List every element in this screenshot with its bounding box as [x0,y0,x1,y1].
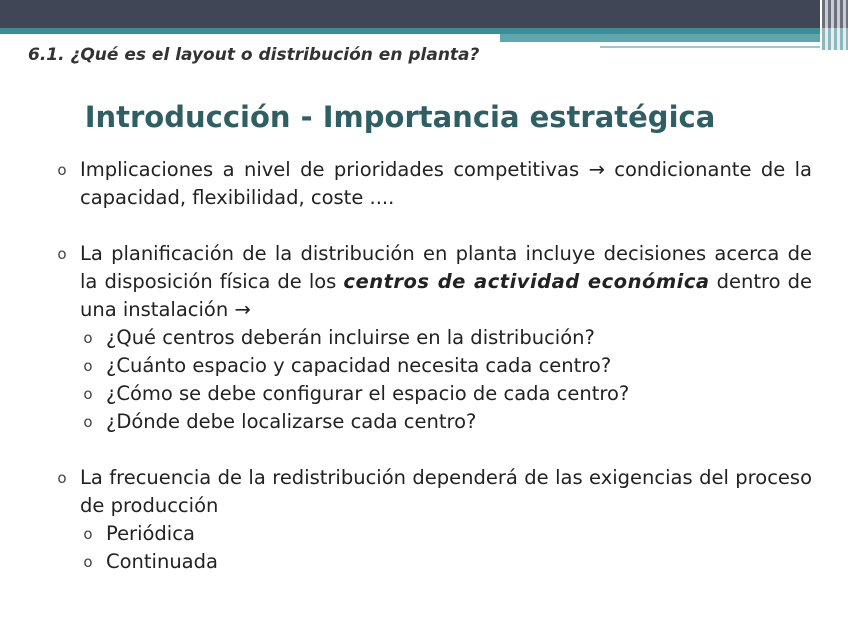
bullet-text: La planificación de la distribución en planta incluye decisiones acerca de la disposición física de los [80,242,812,293]
bullet-marker-icon: o [83,525,93,543]
sub-bullet-item [56,324,812,352]
bullet-marker-icon: o [83,357,93,375]
bullet-item [56,464,812,520]
sub-bullet-text: ¿Cómo se debe configurar el espacio de cada centro? [106,382,630,405]
bullet-marker-icon: o [83,553,93,571]
bullet-marker-icon: o [57,161,67,179]
accent-stripe-light [500,34,820,42]
sub-bullet-text: ¿Cuánto espacio y capacidad necesita cada centro? [106,354,612,377]
sub-bullet-text: Continuada [106,550,218,573]
sub-bullet-item [56,352,812,380]
sub-bullet-item [56,380,812,408]
accent-thin-line [600,46,820,48]
sub-bullet-text: ¿Dónde debe localizarse cada centro? [106,410,477,433]
bullet-marker-icon: o [57,469,67,487]
bullet-item [56,240,812,324]
bullet-item [56,156,812,212]
bullet-marker-icon: o [57,245,67,263]
bullet-emphasis: centros de actividad económica [343,270,710,293]
sub-bullet-text: Periódica [106,522,195,545]
bullet-marker-icon: o [83,329,93,347]
bullet-marker-icon: o [83,413,93,431]
sub-bullet-item [56,520,812,548]
sub-bullet-item [56,408,812,436]
slide-title: Introducción - Importancia estratégica [84,100,716,134]
bullet-text: Implicaciones a nivel de prioridades competitivas → condicionante de la capacidad, flexibilidad, coste .... [80,158,812,209]
section-title: 6.1. ¿Qué es el layout o distribución en planta? [28,45,480,65]
sub-bullet-item [56,548,812,576]
decorative-bars-lower [822,28,848,50]
decorative-bars [822,0,848,28]
sub-bullet-text: ¿Qué centros deberán incluirse en la distribución? [106,326,595,349]
slide-content [56,156,812,576]
top-bar [0,0,820,28]
bullet-text: dentro de una instalación → [80,270,812,321]
bullet-text: La frecuencia de la redistribución dependerá de las exigencias del proceso de producción [80,466,812,517]
bullet-marker-icon: o [83,385,93,403]
